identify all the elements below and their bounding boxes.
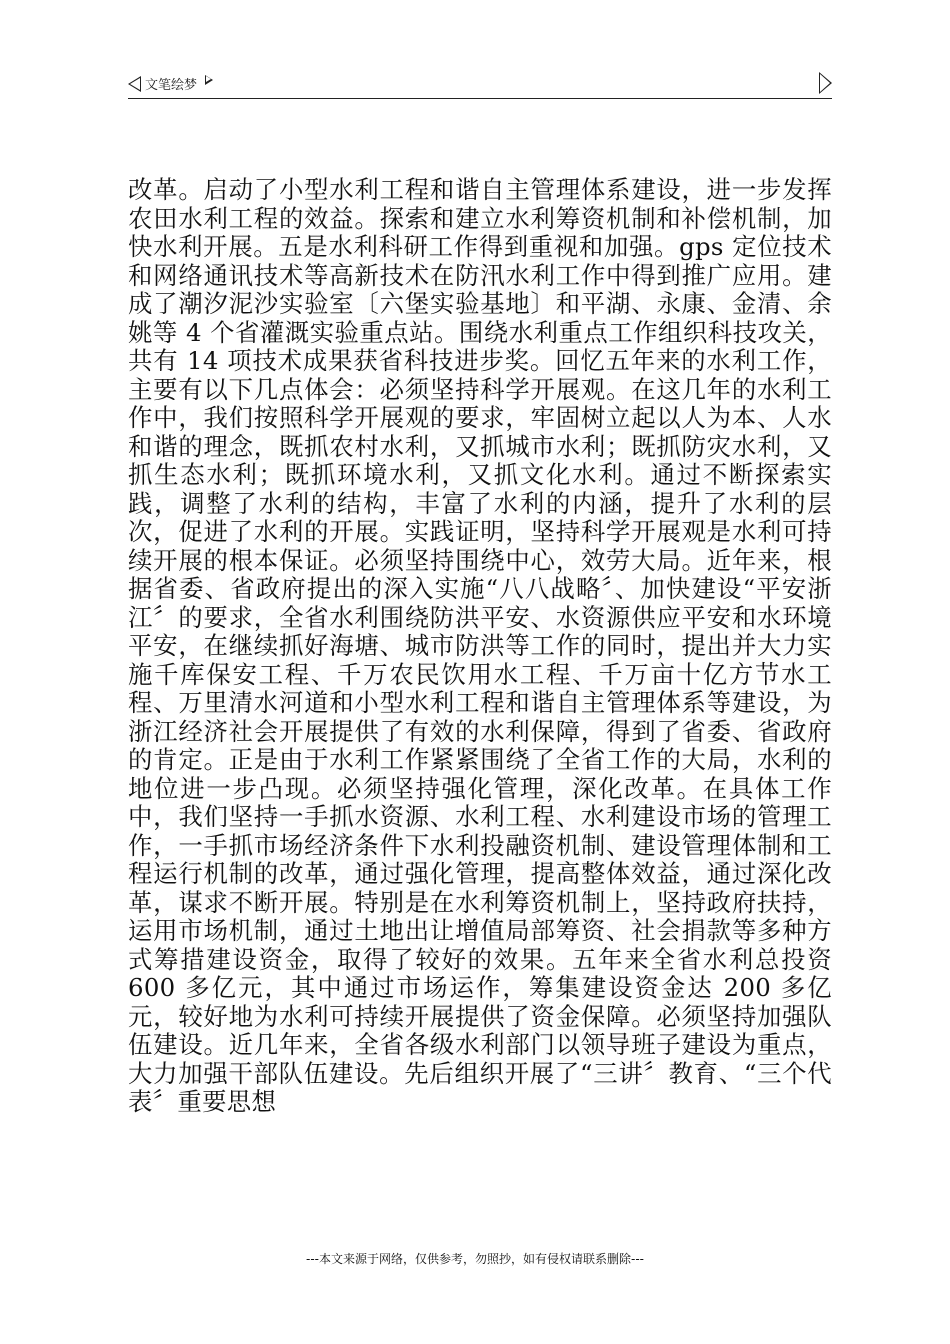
- body-paragraph: 改革。启动了小型水利工程和谐自主管理体系建设，进一步发挥农田水利工程的效益。探索和建立水利筹资机制和补偿机制，加快水利开展。五是水利科研工作得到重视和加强。gps 定位技术和网络通讯技术等高新技术在防汛水利工作中得到推广应用。建成了潮汐泥沙实验室〔六堡实验基地〕和平湖、永康、金清、余姚等 4 个省灌溉实验重点站。围绕水利重点工作组织科技攻关，共有 14 项技术成果获省科技进步奖。回忆五年来的水利工作，主要有以下几点体会：必须坚持科学开展观。在这几年的水利工作中，我们按照科学开展观的要求，牢固树立起以人为本、人水和谐的理念，既抓农村水利，又抓城市水利；既抓防灾水利，又抓生态水利；既抓环境水利，又抓文化水利。通过不断探索实践，调整了水利的结构，丰富了水利的内涵，提升了水利的层次，促进了水利的开展。实践证明，坚持科学开展观是水利可持续开展的根本保证。必须坚持围绕中心，效劳大局。近年来，根据省委、省政府提出的深入实施“八八战略〞、加快建设“平安浙江〞的要求，全省水利围绕防洪平安、水资源供应平安和水环境平安，在继续抓好海塘、城市防洪等工作的同时，提出并大力实施千库保安工程、千万农民饮用水工程、千万亩十亿方节水工程、万里清水河道和小型水利工程和谐自主管理体系等建设，为浙江经济社会开展提供了有效的水利保障，得到了省委、省政府的肯定。正是由于水利工作紧紧围绕了全省工作的大局，水利的地位进一步凸现。必须坚持强化管理，深化改革。在具体工作中，我们坚持一手抓水资源、水利工程、水利建设市场的管理工作，一手抓市场经济条件下水利投融资机制、建设管理体制和工程运行机制的改革，通过强化管理，提高整体效益，通过深化改革，谋求不断开展。特别是在水利筹资机制上，坚持政府扶持，运用市场机制，通过土地出让增值局部筹资、社会捐款等多种方式筹措建设资金，取得了较好的效果。五年来全省水利总投资 600 多亿元，其中通过市场运作，筹集建设资金达 200 多亿元，较好地为水利可持续开展提供了资金保障。必须坚持加强队伍建设。近几年来，全省各级水利部门以领导班子建设为重点，大力加强干部队伍建设。先后组织开展了“三讲〞教育、“三个代表〞重要思想: [128, 175, 832, 1116]
- triangle-right-icon: [205, 75, 213, 85]
- footer-notice: ---本文来源于网络，仅供参考，勿照抄，如有侵权请联系删除---: [306, 1252, 644, 1266]
- header-brand-text: 文笔绘梦: [145, 78, 198, 93]
- triangle-left-icon: [128, 76, 141, 92]
- triangle-end-icon: [819, 72, 832, 94]
- header-brand: [128, 74, 213, 93]
- page-header: [128, 70, 832, 99]
